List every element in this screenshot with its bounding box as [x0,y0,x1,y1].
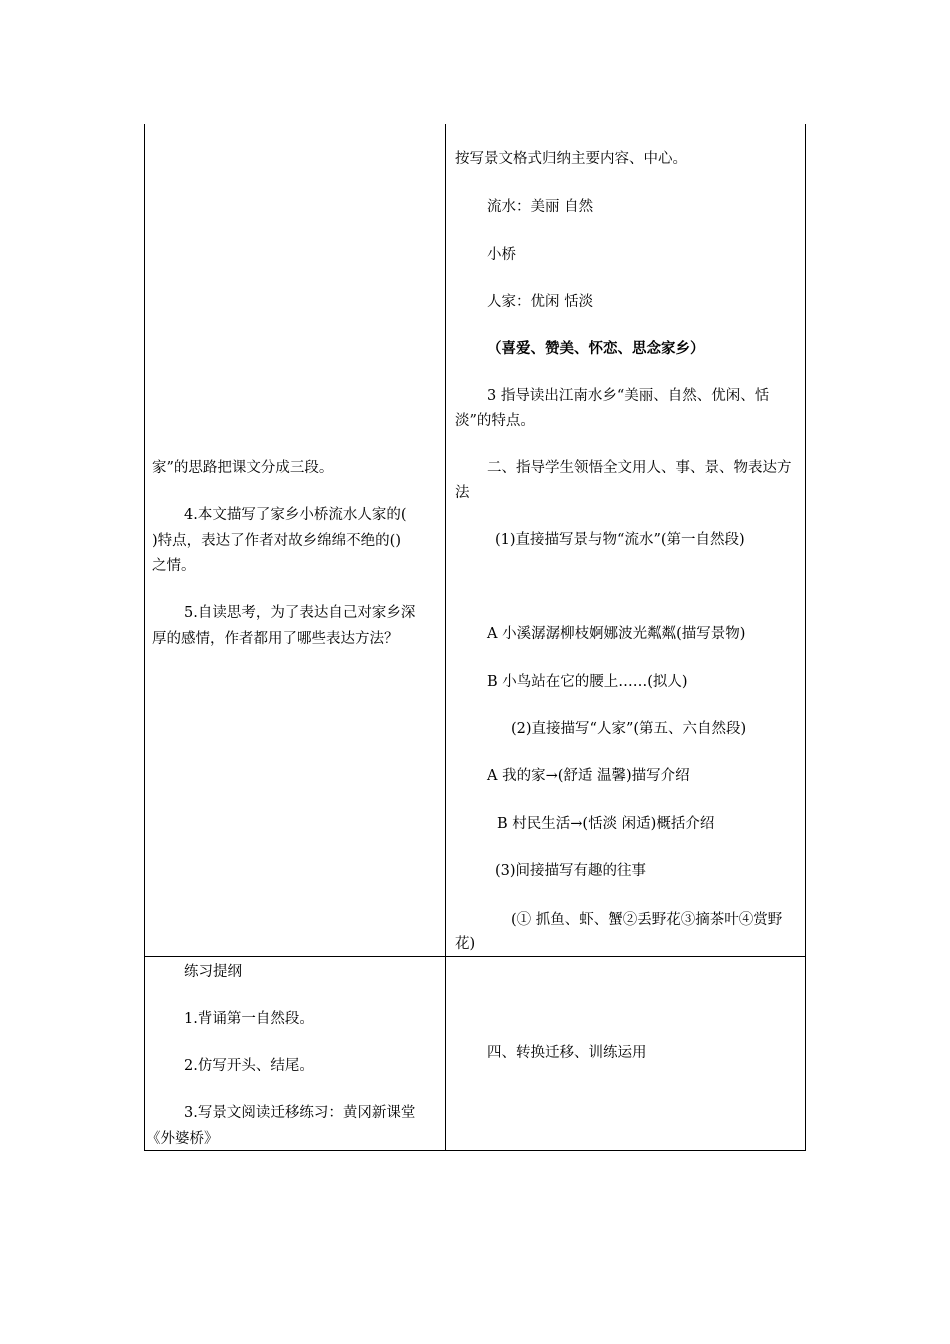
right-text-line: 小桥 [487,247,516,263]
left-text-line: )特点，表达了作者对故乡绵绵不绝的() [152,533,401,549]
right-text-line: 淡”的特点。 [455,413,535,429]
right-text-line: 3 指导读出江南水乡“美丽、自然、优闲、恬 [487,388,770,404]
right-text-line: 人家：优闲 恬淡 [487,294,594,310]
right-text-line: A 我的家→(舒适 温馨)描写介绍 [487,768,690,784]
right-text-line: B 村民生活→(恬淡 闲适)概括介绍 [497,816,715,832]
left-text-line: 5.自读思考，为了表达自己对家乡深 [184,605,416,621]
table-row-divider [144,956,806,957]
exercise-item: 2.仿写开头、结尾。 [184,1058,314,1074]
right-text-line: B 小鸟站在它的腰上……(拟人) [487,674,688,690]
right-text-line: (3)间接描写有趣的往事 [495,863,647,879]
theme-summary: （喜爱、赞美、怀恋、思念家乡） [487,340,705,357]
section-heading: 四、转换迁移、训练运用 [487,1045,647,1061]
exercise-item: 1.背诵第一自然段。 [184,1011,314,1027]
table-border-bottom [144,1150,806,1151]
left-text-line: 家”的思路把课文分成三段。 [152,460,334,476]
exercise-outline-title: 练习提纲 [184,964,242,980]
table-border-middle [445,124,446,1151]
exercise-item: 《外婆桥》 [146,1131,219,1147]
right-text-line: A 小溪潺潺柳枝婀娜波光粼粼(描写景物) [487,626,746,642]
left-text-line: 之情。 [152,558,196,574]
table-border-right [805,124,806,1151]
table-border-left [144,124,145,1151]
right-text-line: (① 抓鱼、虾、蟹②丢野花③摘茶叶④赏野 [511,912,783,928]
right-text-line: 二、指导学生领悟全文用人、事、景、物表达方 [487,460,792,476]
right-text-line: (1)直接描写景与物“流水”(第一自然段) [495,532,745,548]
right-text-line: 流水：美丽 自然 [487,199,594,215]
right-text-line: 按写景文格式归纳主要内容、中心。 [455,151,687,167]
left-text-line: 厚的感情，作者都用了哪些表达方法？ [152,631,399,647]
right-text-line: 法 [455,485,470,501]
right-text-line: 花) [455,936,476,952]
right-text-line: (2)直接描写“人家”(第五、六自然段) [511,721,747,737]
exercise-item: 3.写景文阅读迁移练习：黄冈新课堂 [184,1105,416,1121]
left-text-line: 4.本文描写了家乡小桥流水人家的( [184,507,407,523]
